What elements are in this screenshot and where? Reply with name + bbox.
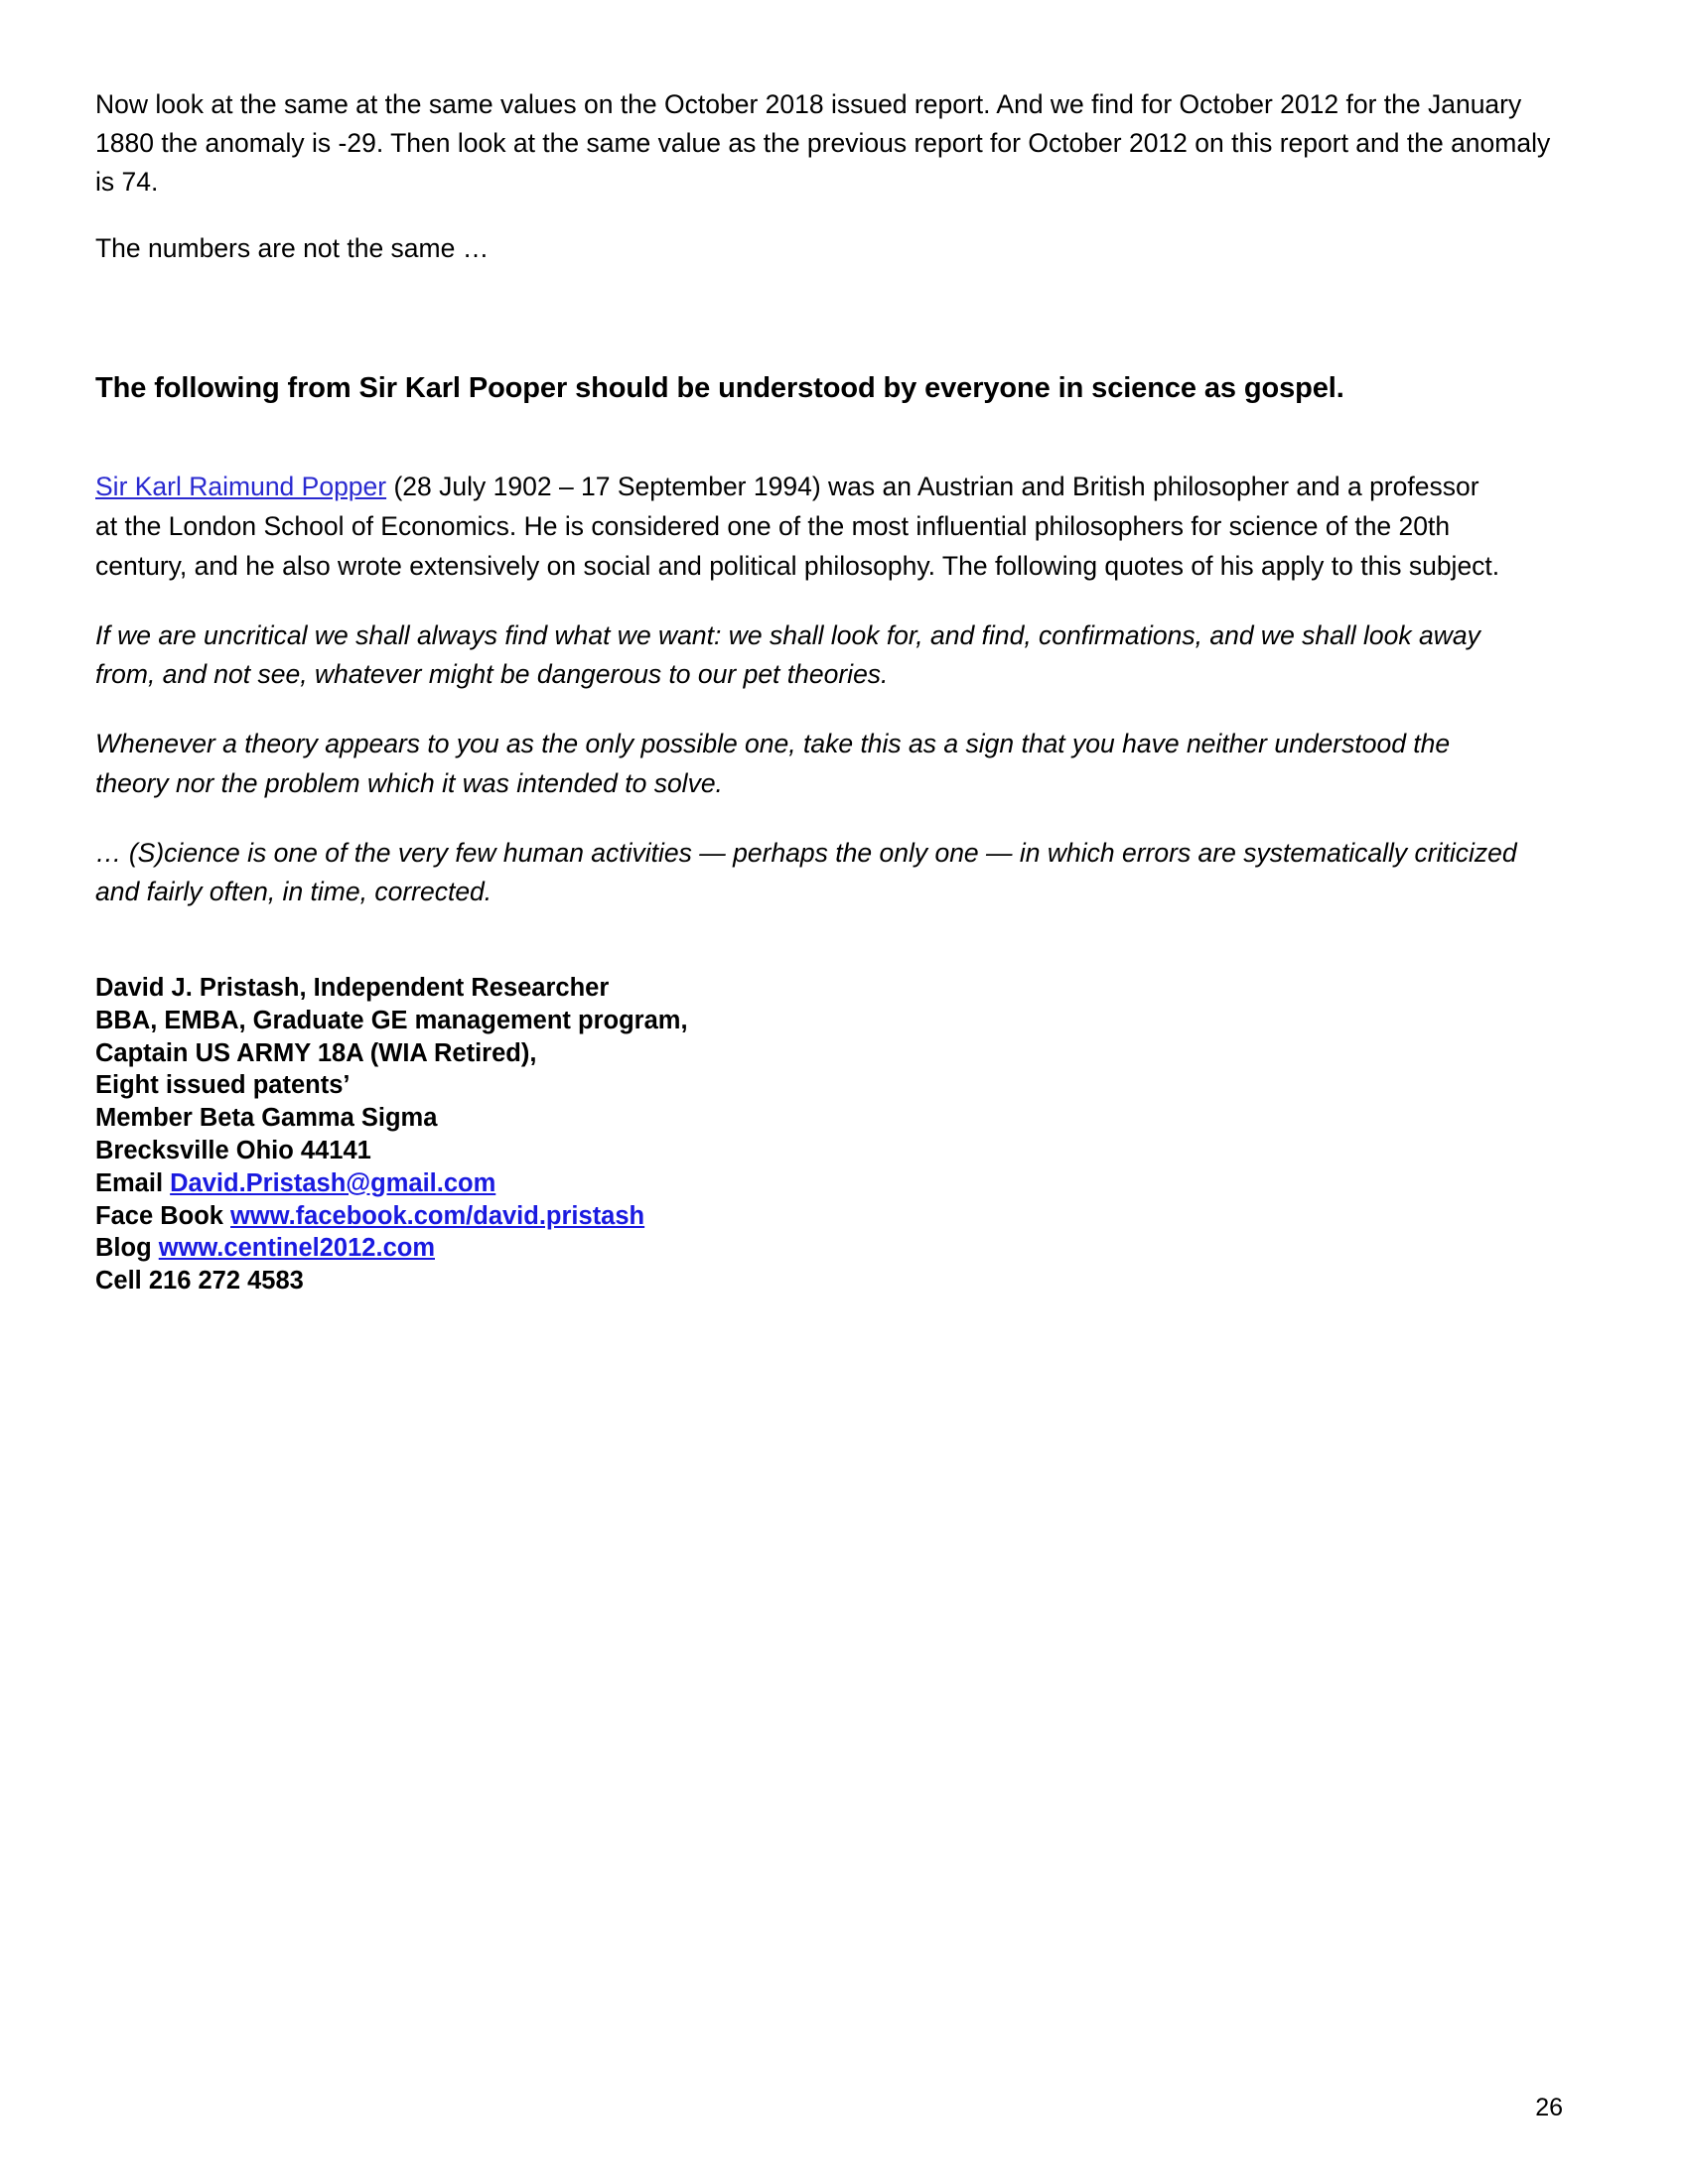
popper-quote-1: If we are uncritical we shall always find what we want: we shall look for, and find, confirmations, and we shall look away from, and not see, whatever might be dangerous to our pet theories.	[95, 619, 1480, 690]
facebook-label: Face Book	[95, 1201, 231, 1230]
email-link[interactable]: David.Pristash@gmail.com	[170, 1168, 496, 1197]
signature-name: David J. Pristash, Independent Researcher	[95, 974, 610, 1003]
signature-degrees: BBA, EMBA, Graduate GE management program,	[95, 1006, 688, 1034]
signature-membership: Member Beta Gamma Sigma	[95, 1104, 438, 1133]
section-heading: The following from Sir Karl Pooper should be understood by everyone in science as gospel.	[95, 371, 1344, 404]
popper-biography	[95, 467, 1505, 587]
spacer	[95, 294, 1564, 367]
facebook-link[interactable]: www.facebook.com/david.pristash	[230, 1201, 645, 1230]
paragraph-numbers-not-same: The numbers are not the same …	[95, 232, 490, 263]
signature-patents: Eight issued patents’	[95, 1071, 351, 1100]
email-label: Email	[95, 1168, 171, 1197]
popper-biography-text: (28 July 1902 – 17 September 1994) was an Austrian and British philosopher and a professor at the London School of Economics. He is considered one of the most influential philosophers for science of the 20th century, and he also wrote extensively on social and political philosophy. The following quotes of his apply to this subject.	[95, 471, 1500, 582]
popper-wikipedia-link[interactable]: Sir Karl Raimund Popper	[95, 471, 387, 501]
signature-military: Captain US ARMY 18A (WIA Retired),	[95, 1038, 537, 1067]
signature-block	[95, 972, 1564, 1297]
popper-quote-2: Whenever a theory appears to you as the only possible one, take this as a sign that you have neither understood the theory nor the problem which it was intended to solve.	[95, 729, 1451, 798]
signature-cell: Cell 216 272 4583	[95, 1267, 304, 1296]
page-number: 26	[1535, 2094, 1563, 2121]
spacer	[95, 942, 1564, 972]
blog-link[interactable]: www.centinel2012.com	[158, 1234, 435, 1263]
signature-facebook-line	[95, 1200, 1564, 1233]
popper-quote-3: … (S)cience is one of the very few human activities — perhaps the only one — in which errors are systematically criticized and fairly often, in time, corrected.	[95, 837, 1517, 907]
paragraph-intro: Now look at the same at the same values on the October 2018 issued report. And we find for October 2012 for the January 1880 the anomaly is -29. Then look at the same value as the previous report for October 2012 on this report and the anomaly is 74.	[95, 89, 1551, 197]
signature-blog-line	[95, 1232, 1564, 1265]
signature-email-line	[95, 1167, 1564, 1200]
blog-label: Blog	[95, 1234, 159, 1263]
spacer	[95, 409, 1564, 467]
signature-location: Brecksville Ohio 44141	[95, 1136, 371, 1164]
